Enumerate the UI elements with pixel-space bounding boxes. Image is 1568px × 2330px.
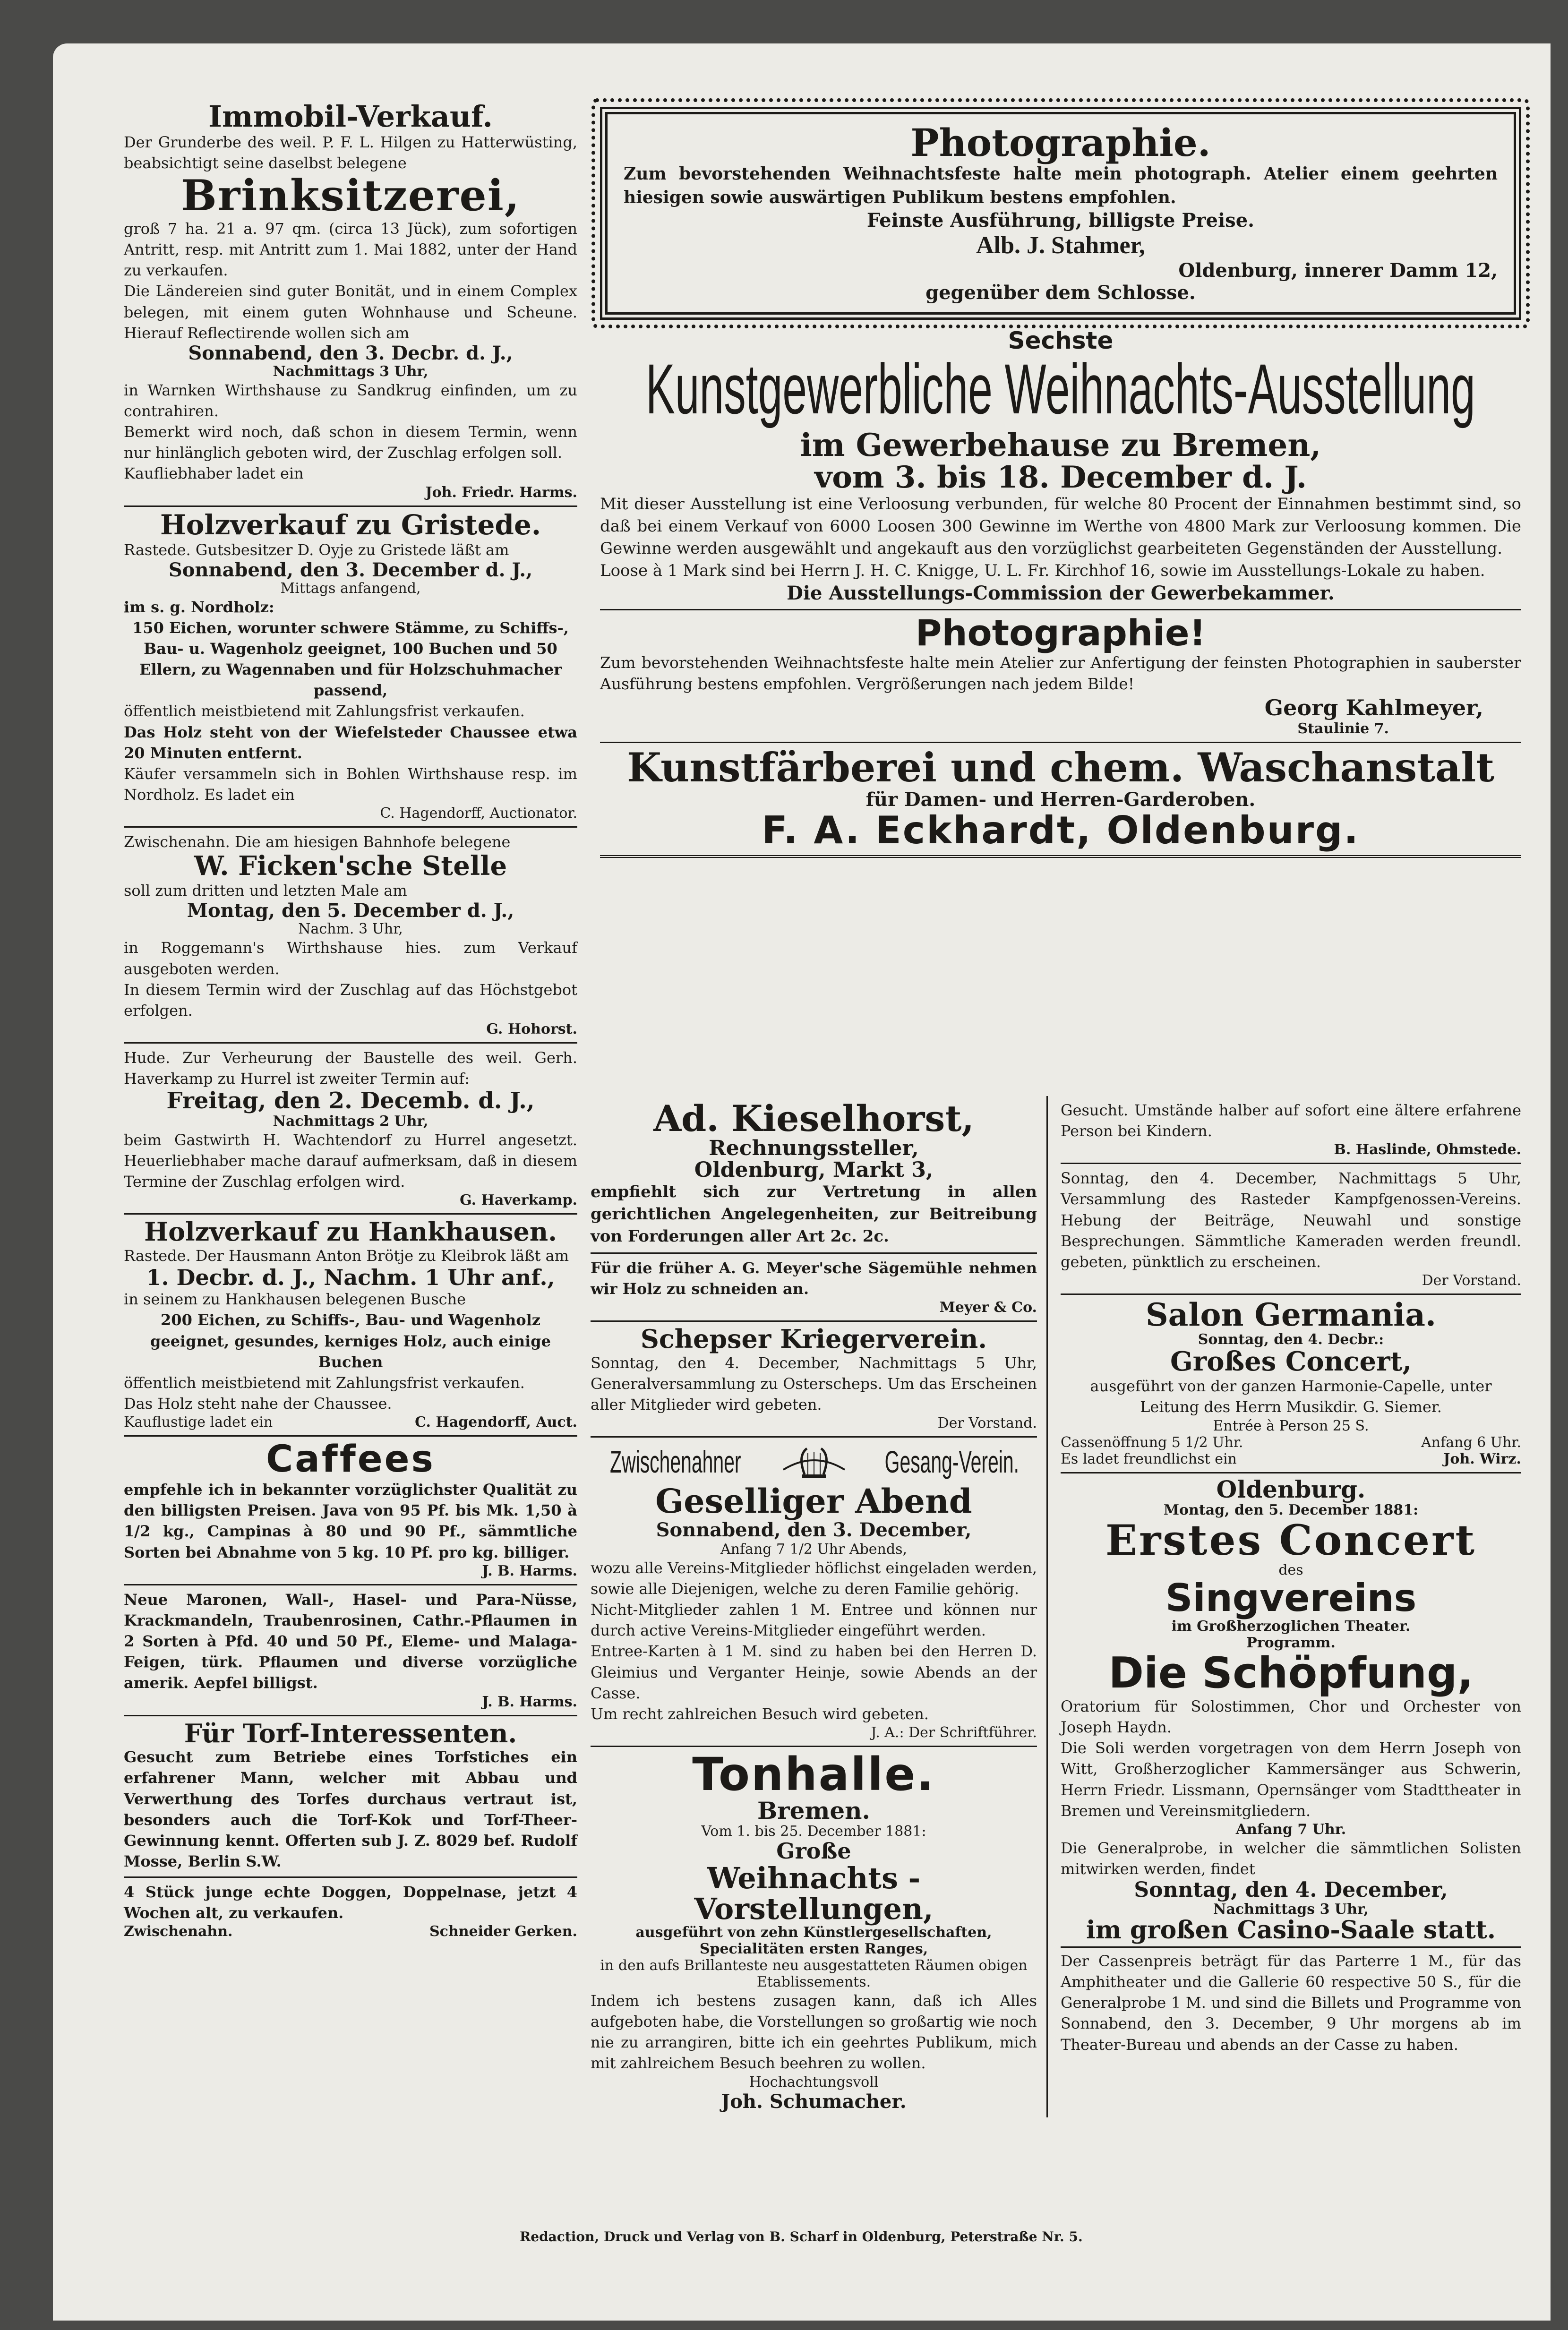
ad-salon-germania [1061,1295,1521,1473]
ad-title: Ad. Kieselhorst, [653,1097,974,1139]
middle-column [591,1096,1048,2117]
ad-text: Neue Maronen, Wall-, Hasel- und Para-Nüsse, Krackmandeln, Traubenrosinen, Cathr.-Pflaumen in 2 Sorten à Pfd. 40 und 50 Pf., Eleme- und Malaga-Feigen, türk. Pflaumen und diverse vorzügliche amerik. Aepfel billigst. [124,1590,577,1692]
ad-title: Holzverkauf zu Gristede. [160,508,541,541]
ad-date: vom 3. bis 18. December d. J. [814,460,1307,496]
ad-text: Nicht-Mitglieder zahlen 1 M. Entree und können nur durch active Vereins-Mitglieder eingeführt werden. [591,1601,1037,1640]
ad-text: Oratorium für Solostimmen, Chor und Orchester von Joseph Haydn. [1061,1697,1521,1737]
ad-signature: C. Hagendorff, Auctionator. [380,805,577,822]
ad-signature: Meyer & Co. [939,1299,1037,1316]
right-column-wide [600,97,1521,858]
ad-title: Salon Germania. [1145,1296,1436,1334]
imprint-footer: Redaction, Druck und Verlag von B. Scharf in Oldenburg, Peterstraße Nr. 5. [520,2229,1083,2244]
ad-text: In diesem Termin wird der Zuschlag auf das Höchstgebot erfolgen. [124,980,577,1019]
ad-text: empfehle ich in bekannter vorzüglichster Qualität zu den billigsten Preisen. Java von 95 Pf. bis Mk. 1,50 à 1/2 kg., Campinas à 80 und 90 Pf., sämmtliche Sorten bei Abnahme von 5 kg. 10 Pf. pro kg. billiger. [124,1481,577,1561]
ad-place: Zwischenahn. [124,1923,233,1940]
ad-text: wozu alle Vereins-Mitglieder höflichst eingeladen werden, sowie alle Diejenigen, welche zu deren Familie gehörig. [591,1559,1037,1598]
ad-date: Montag, den 5. December d. J., [187,899,514,922]
ad-text: Entree-Karten à 1 M. sind zu haben bei den Herren D. Gleimius und Verganter Heinje, sowie Abends an der Casse. [591,1642,1037,1702]
ad-text: 150 Eichen, worunter schwere Stämme, zu Schiffs-, Bau- u. Wagenholz geeignet, 100 Buchen und 50 Ellern, zu Wagennaben und für Holzschuhmacher passend, [132,618,569,700]
ad-place: im großen Casino-Saale statt. [1086,1916,1496,1945]
ad-date: Vom 1. bis 25. December 1881: [701,1823,926,1840]
ad-photographie-kahlmeyer [600,610,1521,743]
ad-date: 1. Decbr. d. J., Nachm. 1 Uhr anf., [146,1264,555,1290]
ad-maronen [124,1585,577,1716]
ad-address: Staulinie 7. [1297,720,1389,737]
ad-time: Nachmittags 3 Uhr, [273,363,428,380]
ad-text: Für die früher A. G. Meyer'sche Sägemühle nehmen wir Holz zu schneiden an. [591,1259,1037,1298]
ad-text: in Roggemann's Wirthshause hies. zum Verkauf ausgeboten werden. [124,939,577,978]
ad-singverein-concert [1061,1473,1521,2060]
ad-text: Die Ländereien sind guter Bonität, und in einem Complex belegen, mit einem guten Wohnhause und Scheune. Hierauf Reflectirende wollen sich am [124,282,577,342]
ad-text: im s. g. Nordholz: [124,598,274,616]
ad-ficken-stelle [124,828,577,1044]
ad-photographie-stahmer [600,107,1521,320]
ad-text: Indem ich bestens zusagen kann, daß ich Alles aufgeboten habe, die Vorstellungen so großartig wie noch nie zu arrangiren, bitte ich ein geehrtes Publikum, mich mit zahlreichem Besuch beehren zu wollen. [591,1991,1037,2073]
ad-text: öffentlich meistbietend mit Zahlungsfrist verkaufen. [124,702,525,720]
ad-text: beim Gastwirth H. Wachtendorf zu Hurrel angesetzt. Heuerliebhaber mache darauf aufmerksam, daß in diesem Termine der Zuschlag erfolgen wird. [124,1131,577,1191]
ad-title: Tonhalle. [692,1748,935,1801]
ad-gesucht [1061,1096,1521,1164]
ad-signature: G. Haverkamp. [460,1192,577,1209]
ad-title: Kunstfärberei und chem. Waschanstalt [626,744,1495,791]
ad-city: Oldenburg. [1216,1475,1366,1503]
left-column [124,97,577,1945]
ad-caffees [124,1437,577,1585]
ad-signature: Joh. Schumacher. [721,2090,907,2113]
ad-signature: B. Haslinde, Ohmstede. [1334,1141,1521,1158]
ad-header [591,1441,1037,1484]
ad-pretitle: Große [776,1838,851,1864]
ad-text: Rastede. Gutsbesitzer D. Oyje zu Gristede läßt am [124,540,509,559]
ad-title: Photographie! [915,611,1206,654]
ad-time: Nachm. 3 Uhr, [298,921,403,938]
ad-text: Kaufliebhaber ladet ein [124,464,304,483]
ad-entree: Entrée à Person 25 S. [1213,1417,1369,1434]
ad-text: Um recht zahlreichen Besuch wird gebeten. [591,1705,929,1723]
ad-name: Alb. J. Stahmer, [976,232,1145,259]
ad-signature: Die Ausstellungs-Commission der Gewerbekammer. [787,582,1335,604]
ad-date: Sonnabend, den 3. December, [656,1518,972,1541]
ad-headline: Brinksitzerei, [180,171,521,221]
ad-text: des [1278,1562,1303,1579]
ad-gesang-verein [591,1438,1037,1747]
ad-name: Singvereins [1165,1576,1417,1620]
ad-text: Das Holz steht nahe der Chaussee. [124,1395,392,1413]
ad-holzverkauf-hankhausen [124,1215,577,1437]
ad-torf [124,1716,577,1878]
ad-text: Das Holz steht von der Wiefelsteder Chaussee etwa 20 Minuten entfernt. [124,723,577,762]
ad-text: Hochachtungsvoll [749,2073,879,2090]
ad-signature: J. B. Harms. [482,1693,577,1710]
ad-cassa: Cassenöffnung 5 1/2 Uhr. [1061,1434,1243,1451]
ad-text: öffentlich meistbietend mit Zahlungsfrist verkaufen. [124,1373,525,1392]
ad-header-left: Zwischenahner [610,1446,741,1480]
ad-weihnachts-ausstellung [600,325,1521,610]
ad-text: Bemerkt wird noch, daß schon in diesem Termin, wenn nur hinlänglich geboten wird, der Zuschlag erfolgen soll. [124,423,577,462]
ad-name: Georg Kahlmeyer, [1264,694,1483,720]
ad-work-title: Die Schöpfung, [1108,1648,1474,1698]
ad-text: Die Generalprobe, in welcher die sämmtlichen Solisten mitwirken werden, findet [1061,1839,1521,1878]
ad-anfang: Anfang 7 Uhr. [1235,1821,1346,1838]
lyre-emblem-icon [779,1441,849,1484]
ad-header-right-wrap [867,1446,1037,1479]
ad-signature: Der Vorstand. [937,1415,1037,1432]
ad-text: Die Soli werden vorgetragen von dem Herrn Joseph von Witt, Großherzoglicher Kammersänger aus Schwerin, Herrn Friedr. Lissmann, Opernsänger vom Stadttheater in Bremen und Vereinsmitgliedern. [1061,1739,1521,1820]
ad-date: Sonnabend, den 3. December d. J., [168,558,533,581]
ad-text: 4 Stück junge echte Doggen, Doppelnase, jetzt 4 Wochen alt, zu verkaufen. [124,1883,577,1922]
ad-text: groß 7 ha. 21 a. 97 qm. (circa 13 Jück), zum sofortigen Antritt, resp. mit Antritt zum 1. Mai 1882, unter der Hand zu verkaufen. [124,219,577,280]
ad-text: Sonntag, den 4. December, Nachmittags 5 Uhr, Versammlung des Rasteder Kampfgenossen-Vereins. Hebung der Beiträge, Neuwahl und sonstige Besprechungen. Sämmtliche Kameraden werden freundl. gebeten, pünktlich zu erscheinen. [1061,1169,1521,1271]
ad-time: Mittags anfangend, [280,580,421,597]
ad-subtitle: für Damen- und Herren-Garderoben. [865,788,1256,811]
ad-title: Geselliger Abend [655,1482,972,1521]
ad-header-right: Gesang-Verein. [884,1446,1020,1480]
ad-text: Zwischenahn. Die am hiesigen Bahnhofe belegene [124,833,511,851]
ad-signature: Joh. Wirz. [1443,1450,1521,1467]
right-column [1061,1096,1521,2060]
ad-text: Gesucht zum Betriebe eines Torfstiches ein erfahrener Mann, welcher mit Abbau und Verwerthung des Torfes durchaus vertraut ist, besonders auch die Torf-Kok und Torf-Theer-Gewinnung kennt. Offerten sub J. Z. 8029 bef. Rudolf Mosse, Berlin S.W. [124,1748,577,1870]
ad-title: W. Ficken'sche Stelle [194,850,507,882]
ad-footer [124,1414,577,1431]
ad-hude [124,1044,577,1215]
ad-signature: J. B. Harms. [482,1562,577,1579]
ad-date: Montag, den 5. December 1881: [1163,1502,1419,1518]
ad-name: Großes Concert, [1170,1346,1412,1378]
ad-pretitle: Sechste [1008,327,1114,355]
ad-immobil-verkauf [124,97,577,507]
ad-text: Der Cassenpreis beträgt für das Parterre 1 M., für das Amphitheater und die Gallerie 60 respective 50 S., für die Generalprobe 1 M. und sind die Billets und Programme von Sonnabend, den 3. December, 9 Uhr morgens ab im Theater-Bureau und abends an der Casse zu haben. [1061,1952,1521,2054]
ad-text: Rastede. Der Hausmann Anton Brötje zu Kleibrok läßt am [124,1246,569,1265]
ad-name: F. A. Eckhardt, Oldenburg. [762,808,1360,852]
ad-header-left-wrap [591,1446,761,1479]
ad-text: Es ladet freundlichst ein [1061,1450,1237,1467]
ad-address: Oldenburg, innerer Damm 12, [1178,259,1498,282]
ad-text: Zum bevorstehenden Weihnachtsfeste halte mein Atelier zur Anfertigung der feinsten Photographien in sauberster Ausführung bestens empfohlen. Vergrößerungen nach jedem Bilde! [600,653,1521,694]
ad-title: Schepser Kriegerverein. [640,1324,987,1354]
ad-tonhalle [591,1747,1037,2117]
ad-footer [124,1923,577,1940]
ad-text: empfiehlt sich zur Vertretung in allen gerichtlichen Angelegenheiten, zur Beitreibung von Forderungen aller Art 2c. 2c. [591,1182,1037,1246]
ad-eckhardt [600,743,1521,858]
ad-time: Nachmittags 3 Uhr, [1213,1901,1369,1918]
ad-text: Sonntag, den 4. December, Nachmittags 5 Uhr, Generalversammlung zu Osterscheps. Um das Erscheinen aller Mitglieder wird gebeten. [591,1353,1037,1414]
ad-title: Immobil-Verkauf. [208,99,493,134]
ad-text: in den aufs Brillanteste neu ausgestatteten Räumen obigen Etablissements. [600,1957,1028,1990]
ad-text: Hude. Zur Verheurung der Baustelle des weil. Gerh. Haverkamp zu Hurrel ist zweiter Termin auf: [124,1048,577,1088]
ad-meyer-saegemuehle [591,1254,1037,1322]
ad-title: Für Torf-Interessenten. [184,1718,517,1748]
ad-text: Mit dieser Ausstellung ist eine Verloosung verbunden, für welche 80 Procent der Einnahmen bestimmt sind, so daß bei einem Verkauf von 6000 Loosen 300 Gewinne im Werthe von 4800 Mark zur Verloosung kommen. Die Gewinne werden ausgewählt und angekauft aus den vorzüglichst gearbeiteten Gegenständen der Ausstellung. [600,495,1521,558]
ad-date: Sonntag, den 4. December, [1134,1878,1448,1902]
ad-title: Kunstgewerbliche Weihnachts-Ausstellung [646,353,1475,428]
ad-schepser-kriegerverein [591,1322,1037,1438]
ad-text: in seinem zu Hankhausen belegenen Busche [124,1290,466,1309]
ad-signature: Joh. Friedr. Harms. [425,484,577,501]
ad-signature: Schneider Gerken. [429,1923,577,1940]
ad-doggen [124,1878,577,1945]
ad-text: Käufer versammeln sich in Bohlen Wirthshause resp. im Nordholz. Es ladet ein [124,764,577,804]
ad-holzverkauf-gristede [124,507,577,828]
ad-city: Bremen. [757,1796,870,1825]
ad-signature: J. A.: Der Schriftführer. [871,1724,1037,1741]
ad-title: Caffees [266,1438,435,1481]
ad-time: Anfang 7 1/2 Uhr Abends, [720,1541,908,1558]
ad-text: soll zum dritten und letzten Male am [124,882,407,900]
ad-place: im Gewerbehause zu Bremen, [800,426,1321,463]
ad-footer [1061,1451,1521,1467]
ad-text: Kauflustige ladet ein [124,1414,273,1431]
ad-place: im Großherzoglichen Theater. [1171,1618,1411,1635]
ad-signature: G. Hohorst. [486,1020,577,1037]
ad-text: Feinste Ausführung, billigste Preise. [866,209,1255,232]
ad-text: Gesucht. Umstände halber auf sofort eine ältere erfahrene Person bei Kindern. [1061,1101,1521,1140]
ad-subtitle: Weihnachts - Vorstellungen, [694,1860,934,1926]
ad-kieselhorst [591,1096,1037,1254]
ad-text: in Warnken Wirthshause zu Sandkrug einfinden, um zu contrahiren. [124,381,577,420]
ad-signature: C. Hagendorff, Auct. [415,1414,577,1431]
ad-address: gegenüber dem Schlosse. [925,282,1196,304]
ad-date: Freitag, den 2. Decemb. d. J., [166,1088,535,1114]
ad-text: 200 Eichen, zu Schiffs-, Bau- und Wagenholz geeignet, gesundes, kerniges Holz, auch einige Buchen [150,1311,551,1371]
ad-date: Sonnabend, den 3. Decbr. d. J., [188,342,513,364]
ad-address: Oldenburg, Markt 3, [694,1157,934,1182]
ad-title-wrap [600,353,1521,429]
ad-signature: Der Vorstand. [1422,1272,1521,1289]
ad-text: Zum bevorstehenden Weihnachtsfeste halte mein photograph. Atelier einem geehrten hiesigen sowie auswärtigen Publikum bestens empfohlen. [624,164,1498,207]
ad-date: Sonntag, den 4. Decbr.: [1198,1331,1384,1348]
ad-text: Loose à 1 Mark sind bei Herrn J. H. C. Knigge, U. L. Fr. Kirchhof 16, sowie im Ausstellungs-Lokale zu haben. [600,561,1485,581]
divider [1061,1946,1521,1948]
ad-times [1061,1434,1521,1451]
ad-text: Der Grunderbe des weil. P. F. L. Hilgen zu Hatterwüsting, beabsichtigt seine daselbst belegene [124,133,577,172]
ad-title: Photographie. [910,120,1211,165]
ad-text: ausgeführt von zehn Künstlergesellschaften, Specialitäten ersten Ranges, [635,1924,992,1957]
ad-title: Erstes Concert [1105,1516,1477,1565]
ad-program: Programm. [1246,1635,1336,1652]
ad-subtitle: Rechnungssteller, [709,1136,919,1160]
ad-anfang: Anfang 6 Uhr. [1421,1434,1521,1451]
ad-kampfgenossen [1061,1164,1521,1295]
ad-title: Holzverkauf zu Hankhausen. [144,1216,557,1247]
ad-time: Nachmittags 2 Uhr, [273,1113,428,1130]
ad-text: ausgeführt von der ganzen Harmonie-Capelle, unter Leitung des Herrn Musikdir. G. Siemer. [1090,1377,1492,1416]
